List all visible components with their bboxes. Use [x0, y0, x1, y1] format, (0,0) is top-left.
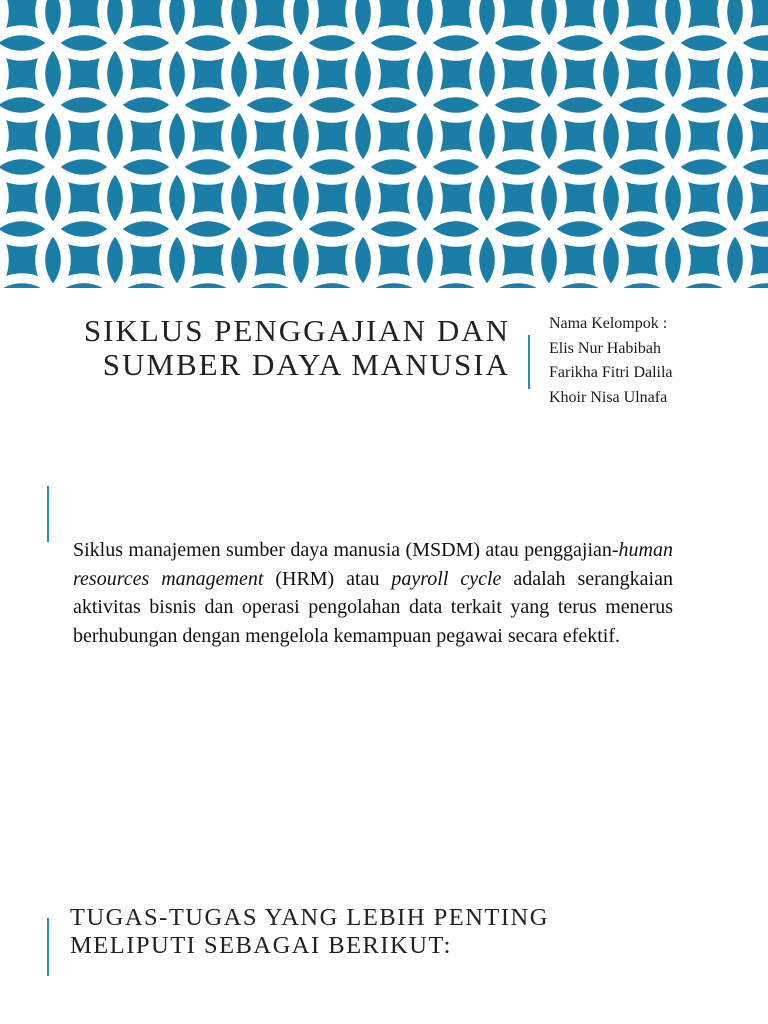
- definition-text-2: (HRM) atau: [263, 567, 392, 590]
- patterned-banner: [0, 0, 768, 288]
- section-accent-bar: [47, 918, 49, 976]
- section-title-line-2: MELIPUTI SEBAGAI BERIKUT:: [70, 932, 452, 959]
- definition-text-3: adalah serangkaian aktivitas bisnis dan operasi pengolahan data terkait yang terus menerus berhubungan dengan mengelola kemampuan pegawai secara efektif.: [73, 567, 673, 647]
- definition-italic-1: human resources management: [73, 539, 673, 590]
- group-members: [549, 312, 673, 410]
- member-name: Elis Nur Habibah: [549, 339, 661, 357]
- paragraph-accent-bar: [47, 486, 49, 542]
- title-divider: [528, 335, 530, 389]
- definition-paragraph: [73, 536, 673, 650]
- group-heading: Nama Kelompok :: [549, 315, 668, 332]
- definition-italic-2: payroll cycle: [391, 567, 502, 590]
- member-name: Khoir Nisa Ulnafa: [549, 388, 668, 406]
- section-title-line-1: TUGAS-TUGAS YANG LEBIH PENTING: [70, 904, 549, 931]
- slide-title: [40, 314, 510, 382]
- section-title: [70, 904, 630, 960]
- definition-text-1: Siklus manajemen sumber daya manusia (MSDM) atau penggajian-: [73, 539, 619, 561]
- member-name: Farikha Fitri Dalila: [549, 364, 673, 381]
- slide-title-line-1: SIKLUS PENGGAJIAN DAN: [83, 313, 510, 348]
- slide-title-line-2: SUMBER DAYA MANUSIA: [102, 347, 510, 382]
